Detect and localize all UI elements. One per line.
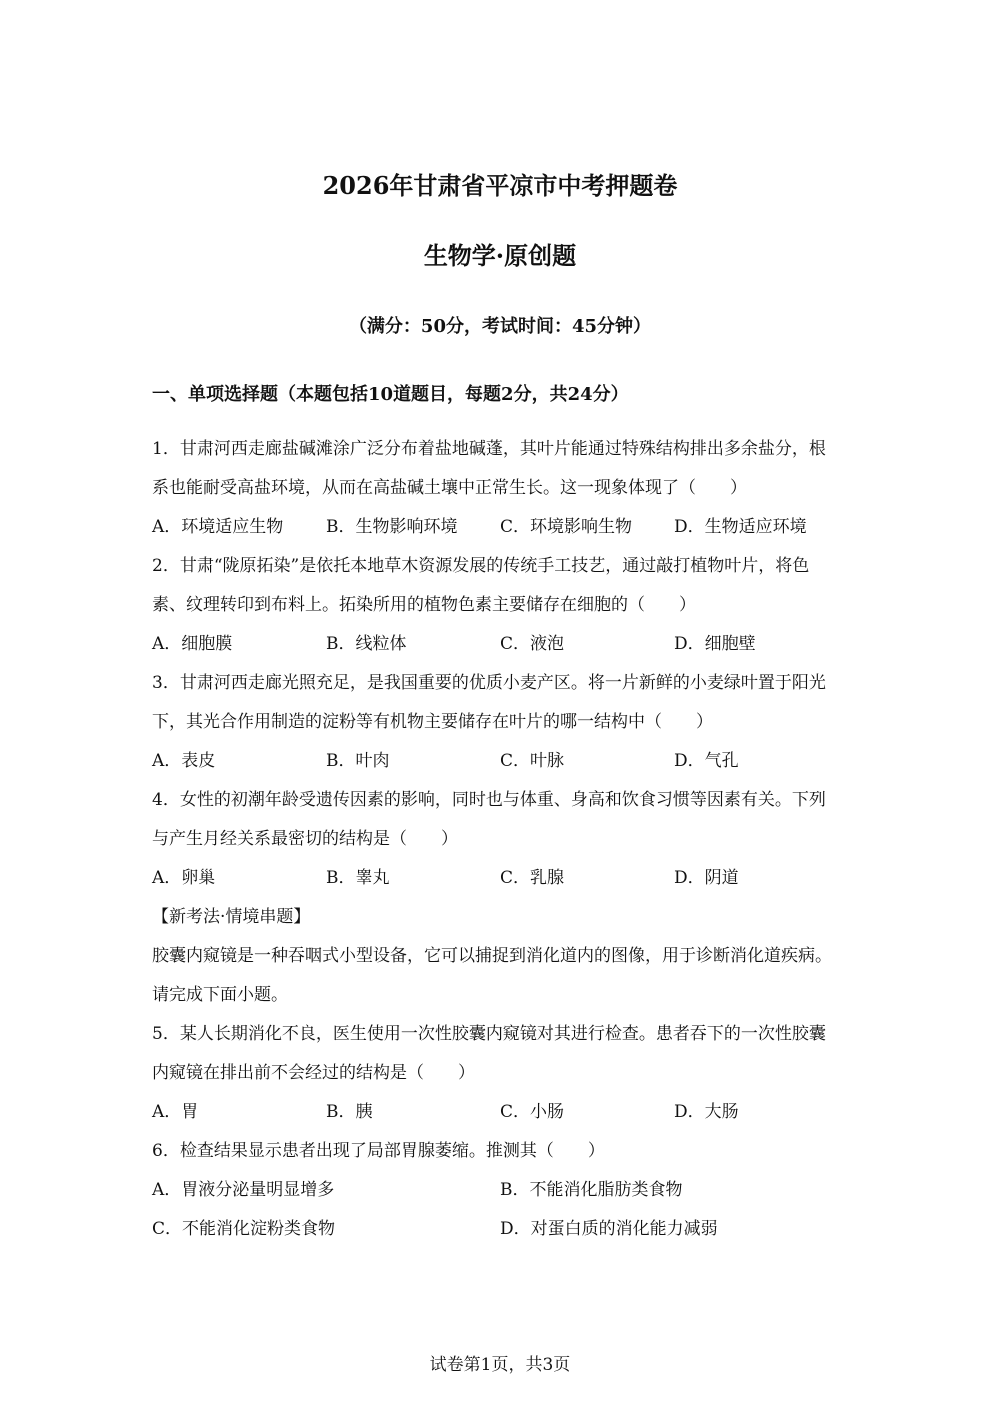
question-2-line-2: 素、纹理转印到布料上。拓染所用的植物色素主要储存在细胞的（ ） — [152, 595, 696, 615]
exam-subtitle: 生物学·原创题 — [423, 241, 577, 270]
context-line-2: 请完成下面小题。 — [152, 985, 288, 1005]
option-c: C．不能消化淀粉类食物 — [152, 1219, 336, 1239]
page-footer: 试卷第1页，共3页 — [429, 1355, 571, 1375]
question-3-line-2: 下，其光合作用制造的淀粉等有机物主要储存在叶片的哪一结构中（ ） — [152, 712, 713, 732]
question-5-line-1: 5．某人长期消化不良，医生使用一次性胶囊内窥镜对其进行检查。患者吞下的一次性胶囊 — [152, 1024, 826, 1044]
section-heading: 一、单项选择题（本题包括10道题目，每题2分，共24分） — [152, 384, 629, 405]
option-a: A．环境适应生物 — [152, 517, 284, 537]
exam-title: 2026年甘肃省平凉市中考押题卷 — [322, 171, 678, 200]
option-b: B．生物影响环境 — [326, 517, 458, 537]
question-1-line-2: 系也能耐受高盐环境，从而在高盐碱土壤中正常生长。这一现象体现了（ ） — [152, 478, 747, 498]
option-c: C．环境影响生物 — [500, 517, 633, 537]
option-d: D．对蛋白质的消化能力减弱 — [500, 1219, 718, 1239]
question-1-line-1: 1．甘肃河西走廊盐碱滩涂广泛分布着盐地碱蓬，其叶片能通过特殊结构排出多余盐分，根 — [152, 439, 826, 459]
option-a: A．表皮 — [152, 751, 216, 771]
context-line-1: 胶囊内窥镜是一种吞咽式小型设备，它可以捕捉到消化道内的图像，用于诊断消化道疾病。 — [152, 946, 832, 966]
question-2-line-1: 2．甘肃“陇原拓染”是依托本地草木资源发展的传统手工技艺，通过敲打植物叶片，将色 — [152, 556, 810, 576]
question-3-line-1: 3．甘肃河西走廊光照充足，是我国重要的优质小麦产区。将一片新鲜的小麦绿叶置于阳光 — [152, 673, 826, 693]
option-a: A．细胞膜 — [152, 634, 233, 654]
question-3-options — [152, 748, 852, 774]
option-d: D．阴道 — [674, 868, 739, 888]
question-5-options — [152, 1099, 852, 1125]
option-a: A．胃 — [152, 1102, 199, 1122]
option-d: D．大肠 — [674, 1102, 739, 1122]
option-a: A．卵巢 — [152, 868, 216, 888]
option-a: A．胃液分泌量明显增多 — [152, 1180, 335, 1200]
option-c: C．叶脉 — [500, 751, 565, 771]
question-1-options — [152, 514, 852, 540]
question-4-options — [152, 865, 852, 891]
option-b: B．不能消化脂肪类食物 — [500, 1180, 683, 1200]
question-2-options — [152, 631, 852, 657]
context-tag: 【新考法·情境串题】 — [152, 907, 311, 927]
option-c: C．液泡 — [500, 634, 565, 654]
question-6-options-row-2 — [152, 1216, 852, 1242]
option-b: B．叶肉 — [326, 751, 390, 771]
option-d: D．气孔 — [674, 751, 739, 771]
option-c: C．乳腺 — [500, 868, 565, 888]
option-d: D．细胞壁 — [674, 634, 756, 654]
question-4-line-2: 与产生月经关系最密切的结构是（ ） — [152, 829, 458, 849]
question-5-line-2: 内窥镜在排出前不会经过的结构是（ ） — [152, 1063, 475, 1083]
option-c: C．小肠 — [500, 1102, 565, 1122]
option-b: B．线粒体 — [326, 634, 407, 654]
question-6-line-1: 6．检查结果显示患者出现了局部胃腺萎缩。推测其（ ） — [152, 1141, 605, 1161]
option-d: D．生物适应环境 — [674, 517, 807, 537]
exam-meta: （满分：50分，考试时间：45分钟） — [348, 316, 652, 337]
option-b: B．胰 — [326, 1102, 373, 1122]
question-4-line-1: 4．女性的初潮年龄受遗传因素的影响，同时也与体重、身高和饮食习惯等因素有关。下列 — [152, 790, 826, 810]
option-b: B．睾丸 — [326, 868, 390, 888]
question-6-options-row-1 — [152, 1177, 852, 1203]
